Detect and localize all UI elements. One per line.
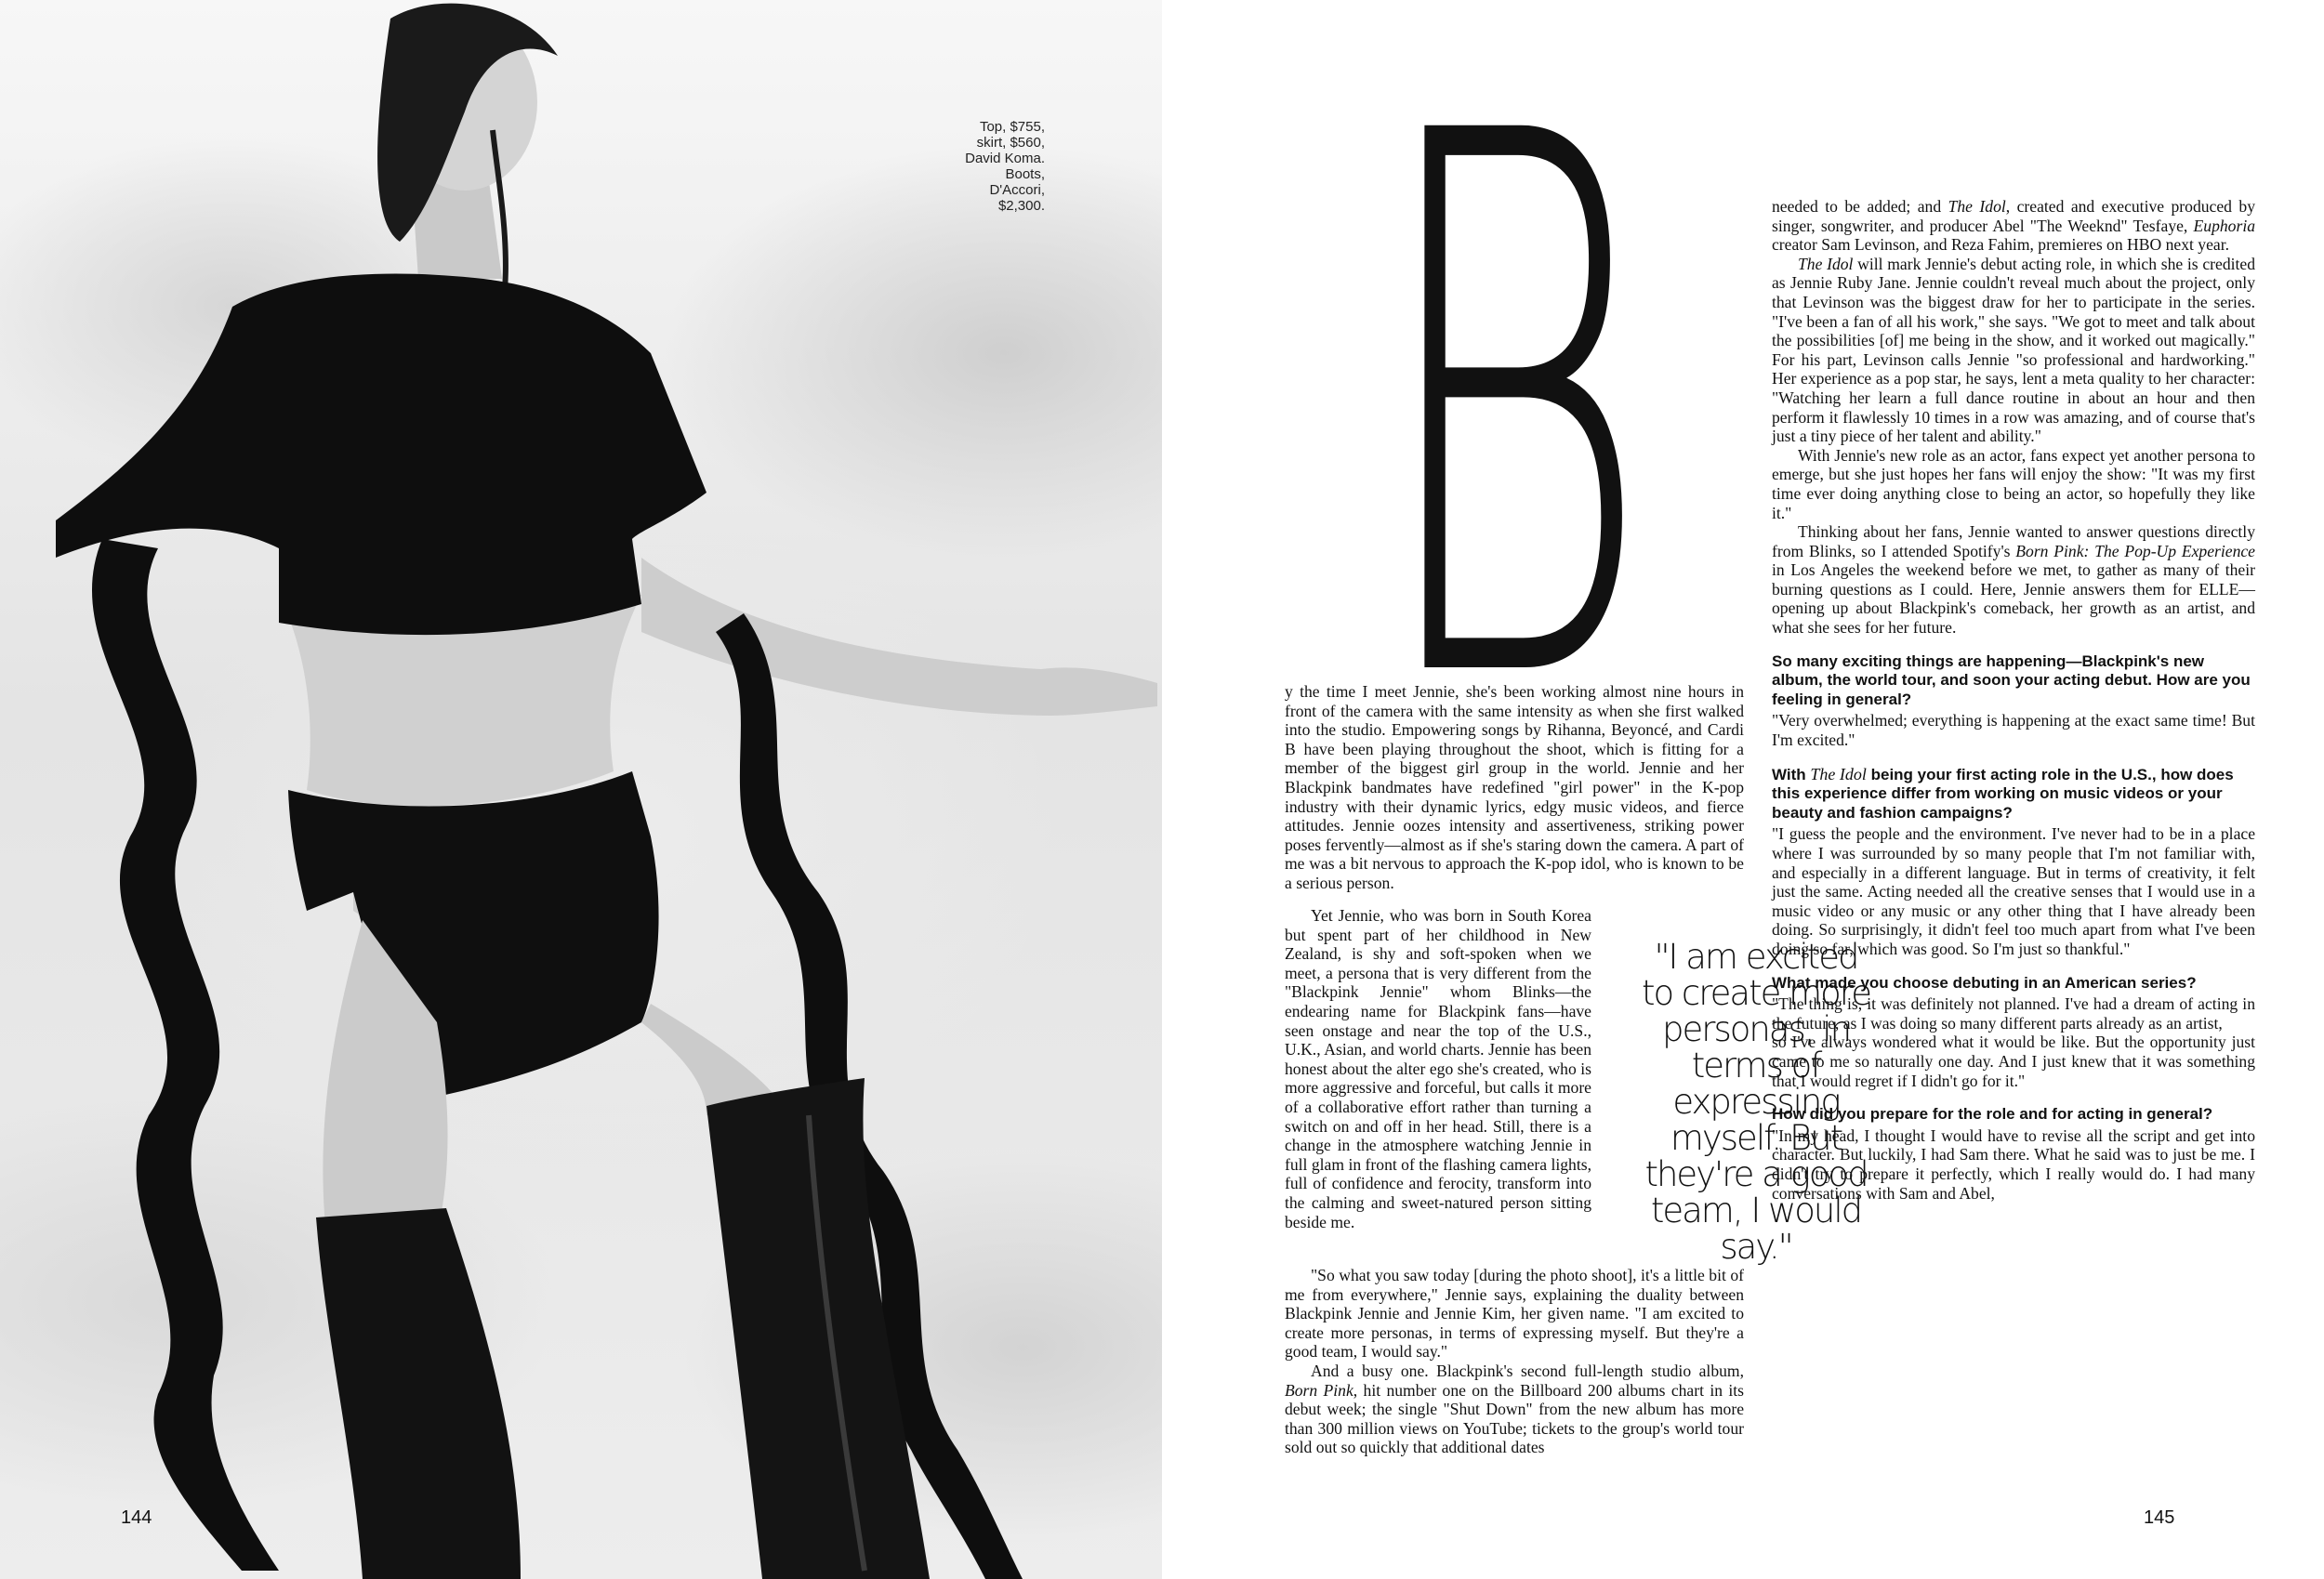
answer-3-full: so I've always wondered what it would be like. But the opportunity just came to me so naturally one day. And I just knew that it was something that I would regret if I didn't go for it." <box>1772 1033 2255 1090</box>
page-number-right: 145 <box>2144 1507 2175 1528</box>
paragraph-narrow: Yet Jennie, who was born in South Korea but spent part of her childhood in New Zealand, is shy and soft-spoken when we meet, a persona that is very different from the "Blackpink Jennie" whom Blinks—the endearing name for Blackpink fans—have seen onstage and near the top of the U.S., U.K., Asian, and world charts. Jennie has been honest about the alter ego she's created, who is more aggressive and forceful, but calls it more of a collaborative effort rather than turning a switch on and off in her head. Still, there is a change in the atmosphere watching Jennie in full glam in front of the flashing camera lights, full of confidence and ferocity, transform into the calming and sweet-natured person sitting beside me. <box>1285 906 1591 1231</box>
right-page-article <box>1162 0 2324 1579</box>
col2-paragraph-4 <box>1772 522 2255 638</box>
page-number-left: 144 <box>121 1507 152 1528</box>
col2-paragraph-2 <box>1772 255 2255 446</box>
question-2-pre: With <box>1772 765 1811 783</box>
col2-paragraph-3: With Jennie's new role as an actor, fans expect yet another persona to emerge, but she just hopes her fans will enjoy the show: "It was my first time ever doing anything close to being an actor, so hopefully they like it." <box>1772 445 2255 522</box>
article-column-left <box>1285 682 1744 893</box>
question-2-post: being your first acting role in the U.S., how does this experience differ from working on music videos or your beauty and fashion campaigns? <box>1772 765 2234 822</box>
col2-p1-text: needed to be added; and <box>1772 197 1948 216</box>
col2-p1-end: creator Sam Levinson, and Reza Fahim, premieres on HBO next year. <box>1772 235 2229 255</box>
article-column-left-bottom <box>1285 1266 1744 1457</box>
paragraph-4-text-end: , hit number one on the Billboard 200 albums chart in its debut week; the single "Shut Down" from the new album has more than 300 million views on YouTube; tickets to the group's world tour sold out so quickly that additional dates <box>1285 1380 1744 1457</box>
question-1: So many exciting things are happening—Blackpink's new album, the world tour, and soon your acting debut. How are you feeling in general? <box>1772 651 2251 708</box>
front-boot <box>316 1208 521 1579</box>
question-2-title: The Idol <box>1810 764 1867 783</box>
answer-2: "I guess the people and the environment. I've never had to be in a place where I was surrounded by so many people that I'm not familiar with, and especially in a different language. But in terms of creativity, it felt just the same. Acting needed all the creative senses that I would use in a music video or any music or any other thing that I have already been doing. So surprisingly, it didn't feel too much apart from what I've been doing so far, which was good. So I'm just so thankful." <box>1772 824 2255 958</box>
article-column-right <box>1772 197 2255 1203</box>
extended-arm <box>641 558 1157 716</box>
lede-paragraph: y the time I meet Jennie, she's been working almost nine hours in front of the camera with the same intensity as when she first walked into the studio. Empowering songs by Rihanna, Beyoncé, and Cardi B have been playing throughout the shoot, which is fitting for a member of the biggest girl group in the world. Jennie and her Blackpink bandmates have redefined "girl power" in the K-pop industry with their dynamic lyrics, edgy music videos, and fierce attitudes. Jennie oozes intensity and assertiveness, striking power poses fervently—almost as if she's staring down the camera. A part of me was a bit nervous to approach the K-pop idol, who is known to be a serious person. <box>1285 682 1744 892</box>
album-title: Born Pink <box>1285 1380 1353 1400</box>
answer-4: "In my head, I thought I would have to revise all the script and get into character. But luckily, I had Sam there. What he said was to just be me. I didn't try to prepare it perfectly, which I really would do. I had many conversations with Sam and Abel, <box>1772 1125 2255 1203</box>
crop-top <box>56 273 706 635</box>
paragraph-4 <box>1285 1362 1744 1457</box>
col2-p4-text: Thinking about her fans, Jennie wanted to answer questions directly from Blinks, so I attended Spotify's <box>1772 522 2255 560</box>
pull-quote: "I am excited to create more personas, in terms of expressing myself. But they're a good team, I would say." <box>1642 937 1870 1267</box>
show-title: The Idol <box>1948 197 2006 216</box>
question-4: How did you prepare for the role and for acting in general? <box>1772 1105 2213 1124</box>
answer-1: "Very overwhelmed; everything is happening at the exact same time! But I'm excited." <box>1772 711 2255 750</box>
col2-paragraph-1 <box>1772 197 2255 255</box>
drop-cap <box>1372 110 1660 677</box>
show-title-euphoria: Euphoria <box>2193 216 2255 235</box>
paragraph-3: "So what you saw today [during the photo shoot], it's a little bit of me from everywhere," Jennie says, explaining the duality between Blackpink Jennie and Jennie Kim, her given name. "I am excited to create more personas, in terms of expressing myself. But they're a good team, I would say." <box>1285 1266 1744 1362</box>
show-title-2: The Idol <box>1798 254 1854 273</box>
col2-p4-end: in Los Angeles the weekend before we met, to gather as many of their burning questions as I could. Here, Jennie answers them for ELLE—opening up about Blackpink's comeback, her growth as an artist, and what she sees for her future. <box>1772 560 2255 638</box>
event-title: Born Pink: The Pop-Up Experience <box>2015 541 2255 560</box>
drop-cap-letter: B <box>1372 110 1651 677</box>
question-2 <box>1772 765 2255 823</box>
question-3: What made you choose debuting in an American series? <box>1772 973 2197 992</box>
answer-3-narrow: "The thing is, it was definitely not planned. I've had a dream of acting in the future, as I was doing so many different parts already as an artist, <box>1772 994 2255 1033</box>
col2-p2-text: will mark Jennie's debut acting role, in which she is credited as Jennie Ruby Jane. Jennie couldn't reveal much about the project, only that Levinson was the biggest draw for her to participate in the series. "I've been a fan of all his work," she says. "We got to meet and talk about the possibilities [of] me being in the show, and it worked out magically." For his part, Levinson calls Jennie "so professional and hardworking." Her experience as a pop star, he says, lent a meta quality to her character: "Watching her learn a full dance routine in about an hour and then perform it flawlessly 10 times in a row was amazing, and of course that's just a tiny piece of her talent and ability." <box>1772 254 2255 446</box>
article-narrow-column <box>1285 906 1591 1231</box>
col2-p1-mid: , created and executive produced by singer, songwriter, and producer Abel "The Weeknd" Tesfaye, <box>1772 197 2255 235</box>
left-ruffle-sleeve <box>92 539 279 1571</box>
clothing-credit: Top, $755, skirt, $560, David Koma. Boots, D'Accori, $2,300. <box>965 119 1045 214</box>
paragraph-4-text: And a busy one. Blackpink's second full-length studio album, <box>1311 1361 1744 1380</box>
